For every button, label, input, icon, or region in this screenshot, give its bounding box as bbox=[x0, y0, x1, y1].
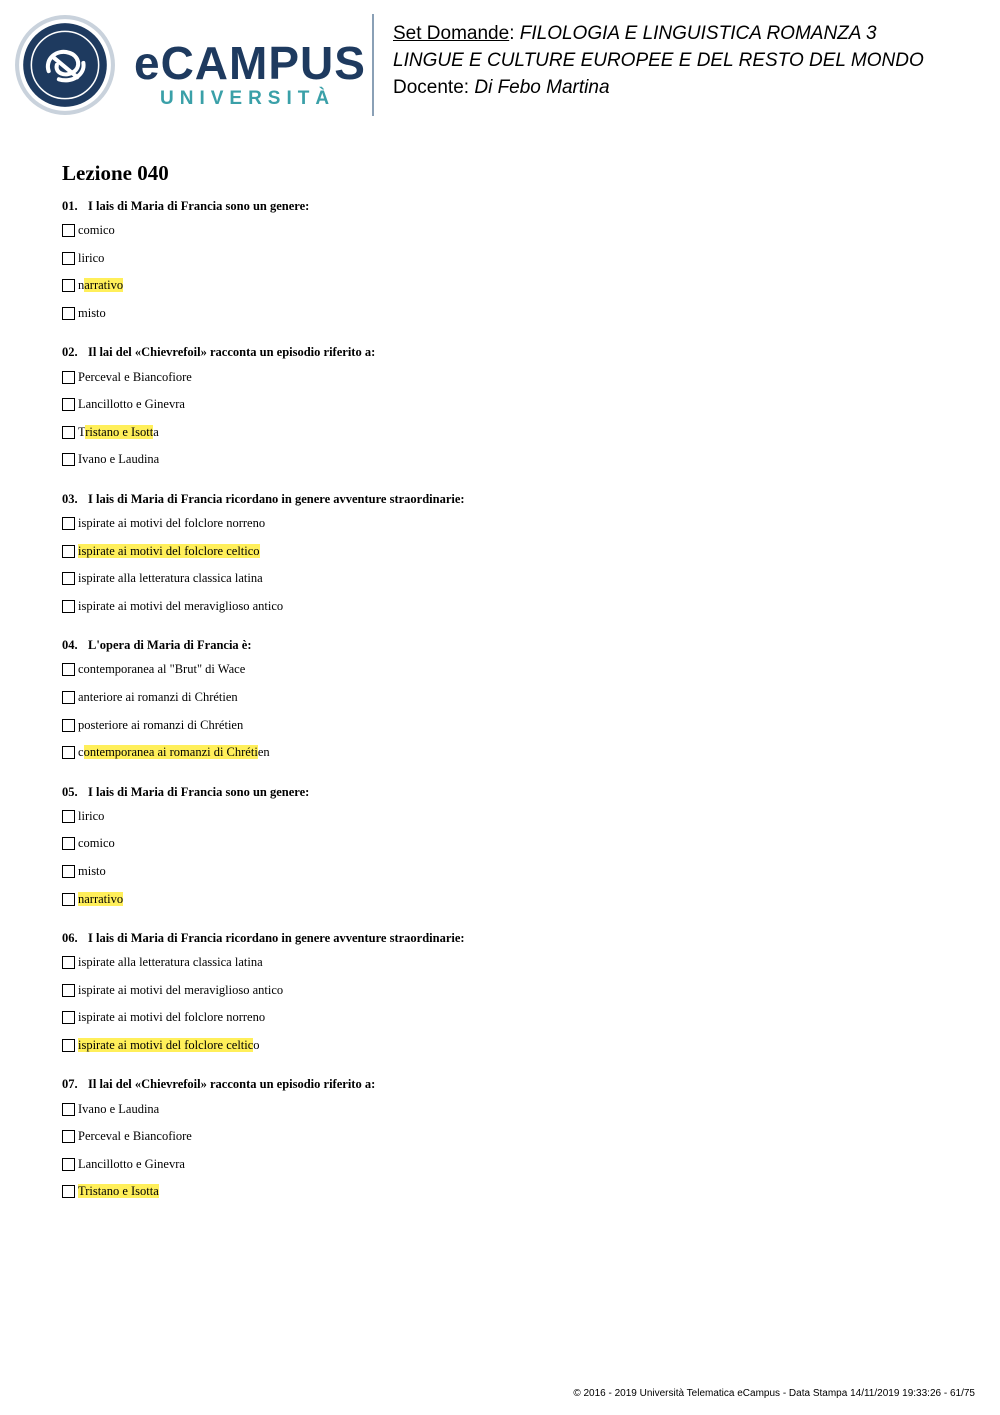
answer-option[interactable] bbox=[62, 565, 942, 593]
question-label: I lais di Maria di Francia sono un genere: bbox=[88, 784, 310, 799]
page-footer: © 2016 - 2019 Università Telematica eCampus - Data Stampa 14/11/2019 19:33:26 - 61/75 bbox=[573, 1388, 975, 1399]
answer-text: Lancillotto e Ginevra bbox=[78, 1156, 185, 1171]
answer-label bbox=[78, 1038, 260, 1053]
answer-option[interactable] bbox=[62, 1178, 942, 1206]
answer-label bbox=[78, 955, 263, 970]
question-block bbox=[62, 341, 942, 473]
answer-label bbox=[78, 1129, 192, 1144]
answer-text: contemporanea al "Brut" di Wace bbox=[78, 662, 246, 677]
answer-checkbox[interactable] bbox=[62, 719, 75, 732]
question-label: I lais di Maria di Francia ricordano in genere avventure straordinarie: bbox=[88, 930, 465, 945]
answer-checkbox[interactable] bbox=[62, 1158, 75, 1171]
answer-text: comico bbox=[78, 223, 115, 238]
question-block bbox=[62, 781, 942, 913]
question-block bbox=[62, 1073, 942, 1205]
answer-label bbox=[78, 370, 192, 385]
answer-label bbox=[78, 690, 238, 705]
answer-label bbox=[78, 278, 123, 293]
university-seal-logo bbox=[14, 14, 116, 116]
brand-name: eCAMPUS bbox=[134, 37, 366, 89]
answer-text: T bbox=[78, 424, 86, 439]
question-list bbox=[62, 195, 942, 1220]
question-block bbox=[62, 927, 942, 1059]
answer-checkbox[interactable] bbox=[62, 307, 75, 320]
answer-option[interactable] bbox=[62, 656, 942, 684]
answer-checkbox[interactable] bbox=[62, 691, 75, 704]
answer-label bbox=[78, 1157, 185, 1172]
answer-checkbox[interactable] bbox=[62, 663, 75, 676]
answer-checkbox[interactable] bbox=[62, 371, 75, 384]
answer-label bbox=[78, 425, 159, 440]
answer-text: misto bbox=[78, 306, 106, 321]
answer-checkbox[interactable] bbox=[62, 252, 75, 265]
answer-label bbox=[78, 544, 260, 559]
answer-text: en bbox=[257, 745, 270, 760]
answer-text: a bbox=[153, 424, 159, 439]
answer-option[interactable] bbox=[62, 537, 942, 565]
answer-label bbox=[78, 662, 245, 677]
answer-option[interactable] bbox=[62, 711, 942, 739]
answer-checkbox[interactable] bbox=[62, 1103, 75, 1116]
answer-label bbox=[78, 397, 185, 412]
answer-checkbox[interactable] bbox=[62, 572, 75, 585]
answer-option[interactable] bbox=[62, 1123, 942, 1151]
answer-checkbox[interactable] bbox=[62, 956, 75, 969]
question-label: I lais di Maria di Francia ricordano in genere avventure straordinarie: bbox=[88, 491, 465, 506]
answer-label bbox=[78, 864, 106, 879]
question-label: L'opera di Maria di Francia è: bbox=[88, 638, 252, 653]
answer-text: Perceval e Biancofiore bbox=[78, 1129, 192, 1144]
answer-highlight: Tristano e Isotta bbox=[78, 1184, 159, 1199]
answer-text: Ivano e Laudina bbox=[78, 452, 160, 467]
answer-label bbox=[78, 571, 263, 586]
answer-checkbox[interactable] bbox=[62, 1130, 75, 1143]
answer-label bbox=[78, 1184, 159, 1199]
answer-highlight: ispirate ai motivi del folclore celtic bbox=[78, 1037, 254, 1052]
answer-label bbox=[78, 745, 270, 760]
answer-checkbox[interactable] bbox=[62, 893, 75, 906]
question-block bbox=[62, 488, 942, 620]
answer-option[interactable] bbox=[62, 1032, 942, 1060]
answer-checkbox[interactable] bbox=[62, 810, 75, 823]
answer-label bbox=[78, 836, 115, 851]
answer-label bbox=[78, 306, 106, 321]
answer-option[interactable] bbox=[62, 419, 942, 447]
answer-option[interactable] bbox=[62, 976, 942, 1004]
answer-option[interactable] bbox=[62, 885, 942, 913]
answer-label bbox=[78, 223, 115, 238]
answer-checkbox[interactable] bbox=[62, 865, 75, 878]
answer-label bbox=[78, 251, 104, 266]
question-number: 05. bbox=[62, 784, 78, 799]
answer-checkbox[interactable] bbox=[62, 517, 75, 530]
answer-option[interactable] bbox=[62, 245, 942, 273]
answer-text: misto bbox=[78, 863, 106, 878]
answer-text: n bbox=[78, 278, 85, 293]
answer-option[interactable] bbox=[62, 684, 942, 712]
question-block bbox=[62, 195, 942, 327]
answer-checkbox[interactable] bbox=[62, 837, 75, 850]
answer-text: ispirate alla letteratura classica latina bbox=[78, 571, 263, 586]
answer-option[interactable] bbox=[62, 739, 942, 767]
course-subtitle: LINGUE E CULTURE EUROPEE E DEL RESTO DEL MONDO bbox=[393, 50, 924, 71]
question-number: 02. bbox=[62, 345, 78, 360]
header-line-teacher: Docente: Di Febo Martina bbox=[393, 77, 610, 98]
answer-checkbox[interactable] bbox=[62, 984, 75, 997]
question-text bbox=[62, 488, 942, 510]
answer-text: comico bbox=[78, 836, 115, 851]
answer-option[interactable] bbox=[62, 363, 942, 391]
question-text bbox=[62, 927, 942, 949]
answer-highlight: ispirate ai motivi del folclore celtico bbox=[78, 543, 260, 558]
answer-text: o bbox=[253, 1037, 260, 1052]
answer-option[interactable] bbox=[62, 803, 942, 831]
question-label: Il lai del «Chievrefoil» racconta un episodio riferito a: bbox=[88, 345, 376, 360]
answer-option[interactable] bbox=[62, 272, 942, 300]
answer-checkbox[interactable] bbox=[62, 453, 75, 466]
answer-text: Perceval e Biancofiore bbox=[78, 369, 192, 384]
header-divider bbox=[372, 14, 374, 116]
question-text bbox=[62, 781, 942, 803]
answer-checkbox[interactable] bbox=[62, 426, 75, 439]
answer-text: ispirate ai motivi del folclore norreno bbox=[78, 1010, 266, 1025]
answer-checkbox[interactable] bbox=[62, 279, 75, 292]
brand-subtitle: UNIVERSITÀ bbox=[160, 88, 336, 109]
answer-text: Ivano e Laudina bbox=[78, 1101, 160, 1116]
question-number: 06. bbox=[62, 930, 78, 945]
answer-highlight: ristano e Isott bbox=[85, 424, 154, 439]
answer-label bbox=[78, 718, 243, 733]
answer-option[interactable] bbox=[62, 1150, 942, 1178]
answer-checkbox[interactable] bbox=[62, 1039, 75, 1052]
teacher-label: Docente bbox=[393, 77, 464, 98]
answer-checkbox[interactable] bbox=[62, 545, 75, 558]
answer-option[interactable] bbox=[62, 830, 942, 858]
answer-label bbox=[78, 809, 104, 824]
answer-text: c bbox=[78, 745, 84, 760]
answer-option[interactable] bbox=[62, 1095, 942, 1123]
answer-option[interactable] bbox=[62, 858, 942, 886]
answer-text: lirico bbox=[78, 250, 105, 265]
answer-option[interactable] bbox=[62, 949, 942, 977]
answer-label bbox=[78, 452, 159, 467]
question-text bbox=[62, 341, 942, 363]
teacher-name: Di Febo Martina bbox=[474, 77, 610, 98]
question-number: 01. bbox=[62, 199, 78, 213]
answer-checkbox[interactable] bbox=[62, 600, 75, 613]
question-text bbox=[62, 634, 942, 656]
question-label: I lais di Maria di Francia sono un genere: bbox=[88, 199, 310, 213]
answer-option[interactable] bbox=[62, 217, 942, 245]
header-info bbox=[393, 20, 924, 101]
answer-option[interactable] bbox=[62, 391, 942, 419]
question-number: 07. bbox=[62, 1077, 78, 1092]
answer-highlight: narrativo bbox=[78, 891, 124, 906]
course-title: FILOLOGIA E LINGUISTICA ROMANZA 3 bbox=[519, 23, 877, 44]
answer-checkbox[interactable] bbox=[62, 398, 75, 411]
answer-checkbox[interactable] bbox=[62, 224, 75, 237]
question-text bbox=[62, 195, 942, 217]
question-text bbox=[62, 1073, 942, 1095]
lesson-title: Lezione 040 bbox=[62, 161, 169, 185]
answer-checkbox[interactable] bbox=[62, 746, 75, 759]
set-label: Set Domande bbox=[393, 23, 510, 44]
answer-label bbox=[78, 1102, 159, 1117]
answer-text: anteriore ai romanzi di Chrétien bbox=[78, 690, 238, 705]
question-number: 04. bbox=[62, 638, 78, 653]
answer-label bbox=[78, 516, 265, 531]
question-label: Il lai del «Chievrefoil» racconta un episodio riferito a: bbox=[88, 1077, 376, 1092]
answer-highlight: arrativo bbox=[84, 278, 124, 293]
answer-option[interactable] bbox=[62, 593, 942, 621]
answer-checkbox[interactable] bbox=[62, 1185, 75, 1198]
header-line-set: Set Domande: FILOLOGIA E LINGUISTICA ROMANZA 3 bbox=[393, 23, 877, 44]
brand-wordmark bbox=[134, 37, 366, 110]
question-number: 03. bbox=[62, 491, 78, 506]
answer-checkbox[interactable] bbox=[62, 1011, 75, 1024]
answer-label bbox=[78, 599, 283, 614]
answer-option[interactable] bbox=[62, 1004, 942, 1032]
answer-label bbox=[78, 892, 123, 907]
answer-highlight: ontemporanea ai romanzi di Chréti bbox=[83, 745, 258, 760]
answer-text: ispirate ai motivi del meraviglioso antico bbox=[78, 598, 284, 613]
answer-text: ispirate ai motivi del folclore norreno bbox=[78, 516, 266, 531]
answer-option[interactable] bbox=[62, 300, 942, 328]
answer-label bbox=[78, 983, 283, 998]
answer-text: ispirate ai motivi del meraviglioso antico bbox=[78, 982, 284, 997]
answer-text: lirico bbox=[78, 808, 105, 823]
answer-text: posteriore ai romanzi di Chrétien bbox=[78, 717, 244, 732]
question-block bbox=[62, 634, 942, 766]
answer-option[interactable] bbox=[62, 446, 942, 474]
answer-option[interactable] bbox=[62, 510, 942, 538]
page-header bbox=[0, 0, 1000, 130]
answer-text: Lancillotto e Ginevra bbox=[78, 397, 185, 412]
answer-label bbox=[78, 1010, 265, 1025]
answer-text: ispirate alla letteratura classica latina bbox=[78, 955, 263, 970]
